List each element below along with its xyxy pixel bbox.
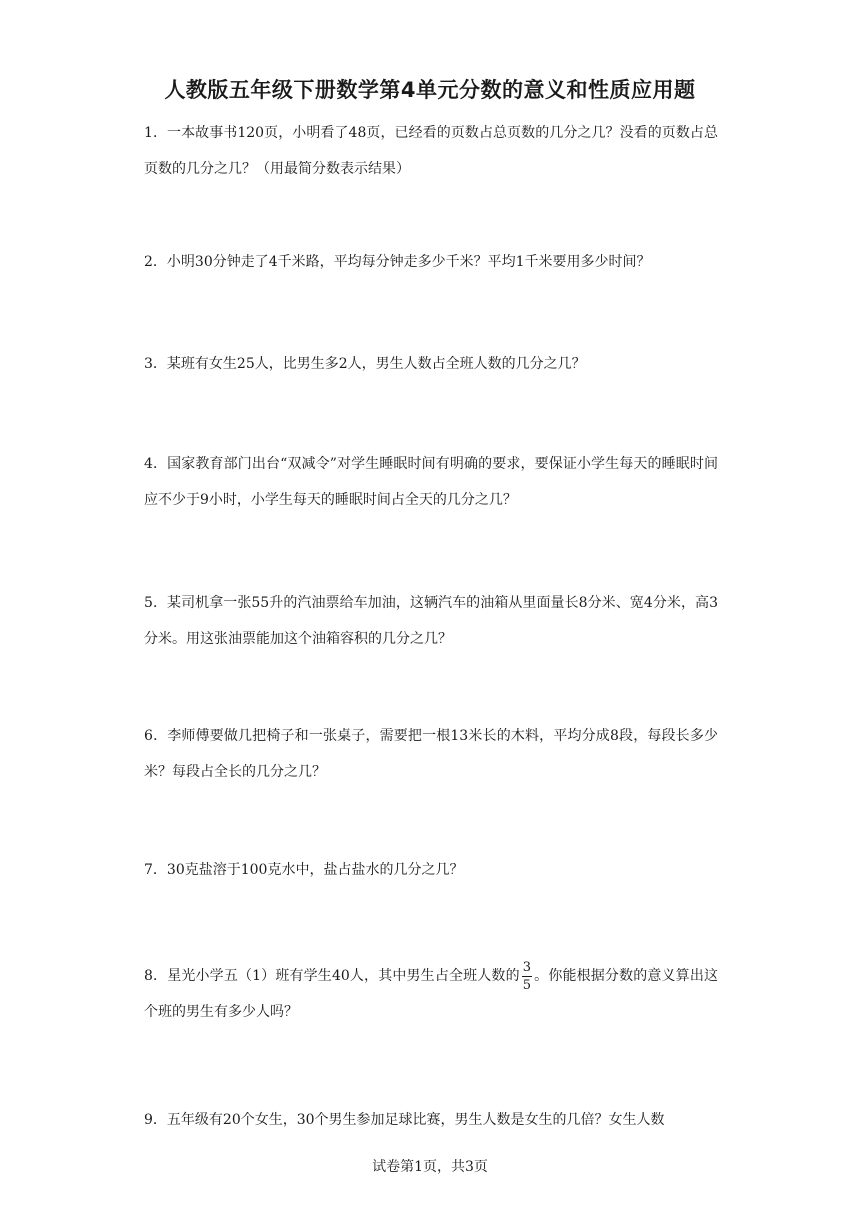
fraction-three-fifths bbox=[522, 959, 532, 994]
question-9: 9．五年级有20个女生，30个男生参加足球比赛，男生人数是女生的几倍？女生人数 bbox=[144, 1112, 665, 1128]
page-footer: 试卷第1页，共3页 bbox=[372, 1159, 488, 1175]
question-8 bbox=[144, 958, 718, 1030]
question-8-text-before: 8．星光小学五（1）班有学生40人，其中男生占全班人数的 bbox=[144, 968, 520, 984]
question-7: 7．30克盐溶于100克水中，盐占盐水的几分之几？ bbox=[144, 862, 464, 878]
question-3: 3．某班有女生25人，比男生多2人，男生人数占全班人数的几分之几？ bbox=[144, 356, 586, 372]
question-2: 2．小明30分钟走了4千米路，平均每分钟走多少千米？平均1千米要用多少时间？ bbox=[144, 254, 651, 270]
question-6: 6．李师傅要做几把椅子和一张桌子，需要把一根13米长的木料，平均分成8段，每段长多少米？每段占全长的几分之几？ bbox=[144, 728, 718, 780]
fraction-numerator: 3 bbox=[522, 959, 532, 975]
question-8-text-after: 。你能根据分数的意义算出这个班的男生有多少人吗？ bbox=[144, 968, 718, 1020]
question-1: 1．一本故事书120页，小明看了48页，已经看的页数占总页数的几分之几？没看的页数占总页数的几分之几？（用最简分数表示结果） bbox=[144, 125, 718, 177]
question-4: 4．国家教育部门出台“双减令”对学生睡眠时间有明确的要求，要保证小学生每天的睡眠时间应不少于9小时，小学生每天的睡眠时间占全天的几分之几？ bbox=[144, 456, 718, 508]
page-title: 人教版五年级下册数学第4单元分数的意义和性质应用题 bbox=[164, 78, 696, 102]
question-5: 5．某司机拿一张55升的汽油票给车加油，这辆汽车的油箱从里面量长8分米、宽4分米，高3分米。用这张油票能加这个油箱容积的几分之几？ bbox=[144, 595, 718, 647]
fraction-denominator: 5 bbox=[522, 977, 532, 993]
